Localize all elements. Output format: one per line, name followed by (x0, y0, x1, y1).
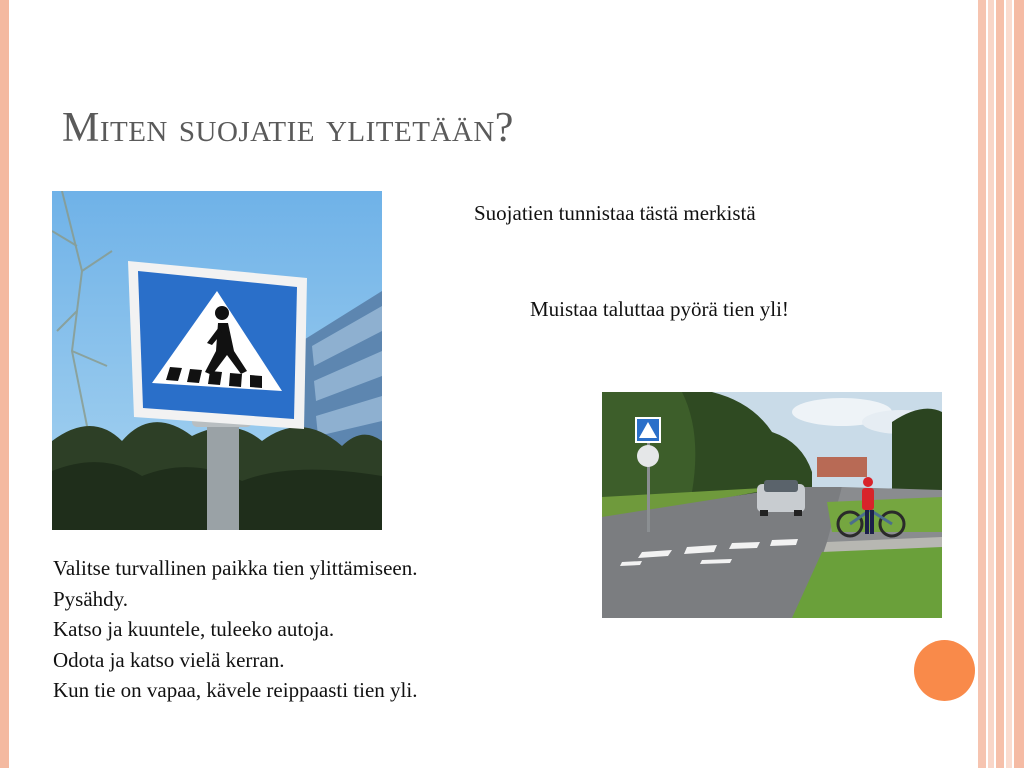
sign-caption: Suojatien tunnistaa tästä merkistä (474, 201, 756, 225)
road-crossing-photo (602, 392, 942, 618)
slide-title: Miten suojatie ylitetään? (62, 105, 514, 151)
decorative-circle (914, 640, 975, 701)
list-item: Katso ja kuuntele, tuleeko autoja. (53, 617, 335, 641)
crossing-steps-list (53, 553, 418, 706)
bike-caption: Muistaa taluttaa pyörä tien yli! (530, 297, 789, 321)
pedestrian-crossing-sign-photo (52, 191, 382, 530)
list-item: Valitse turvallinen paikka tien ylittämiseen. (53, 556, 418, 580)
left-frame-border (0, 0, 9, 768)
list-item: Kun tie on vapaa, kävele reippaasti tien yli. (53, 678, 418, 702)
list-item: Pysähdy. (53, 586, 129, 611)
list-item: Odota ja katso vielä kerran. (53, 647, 285, 672)
